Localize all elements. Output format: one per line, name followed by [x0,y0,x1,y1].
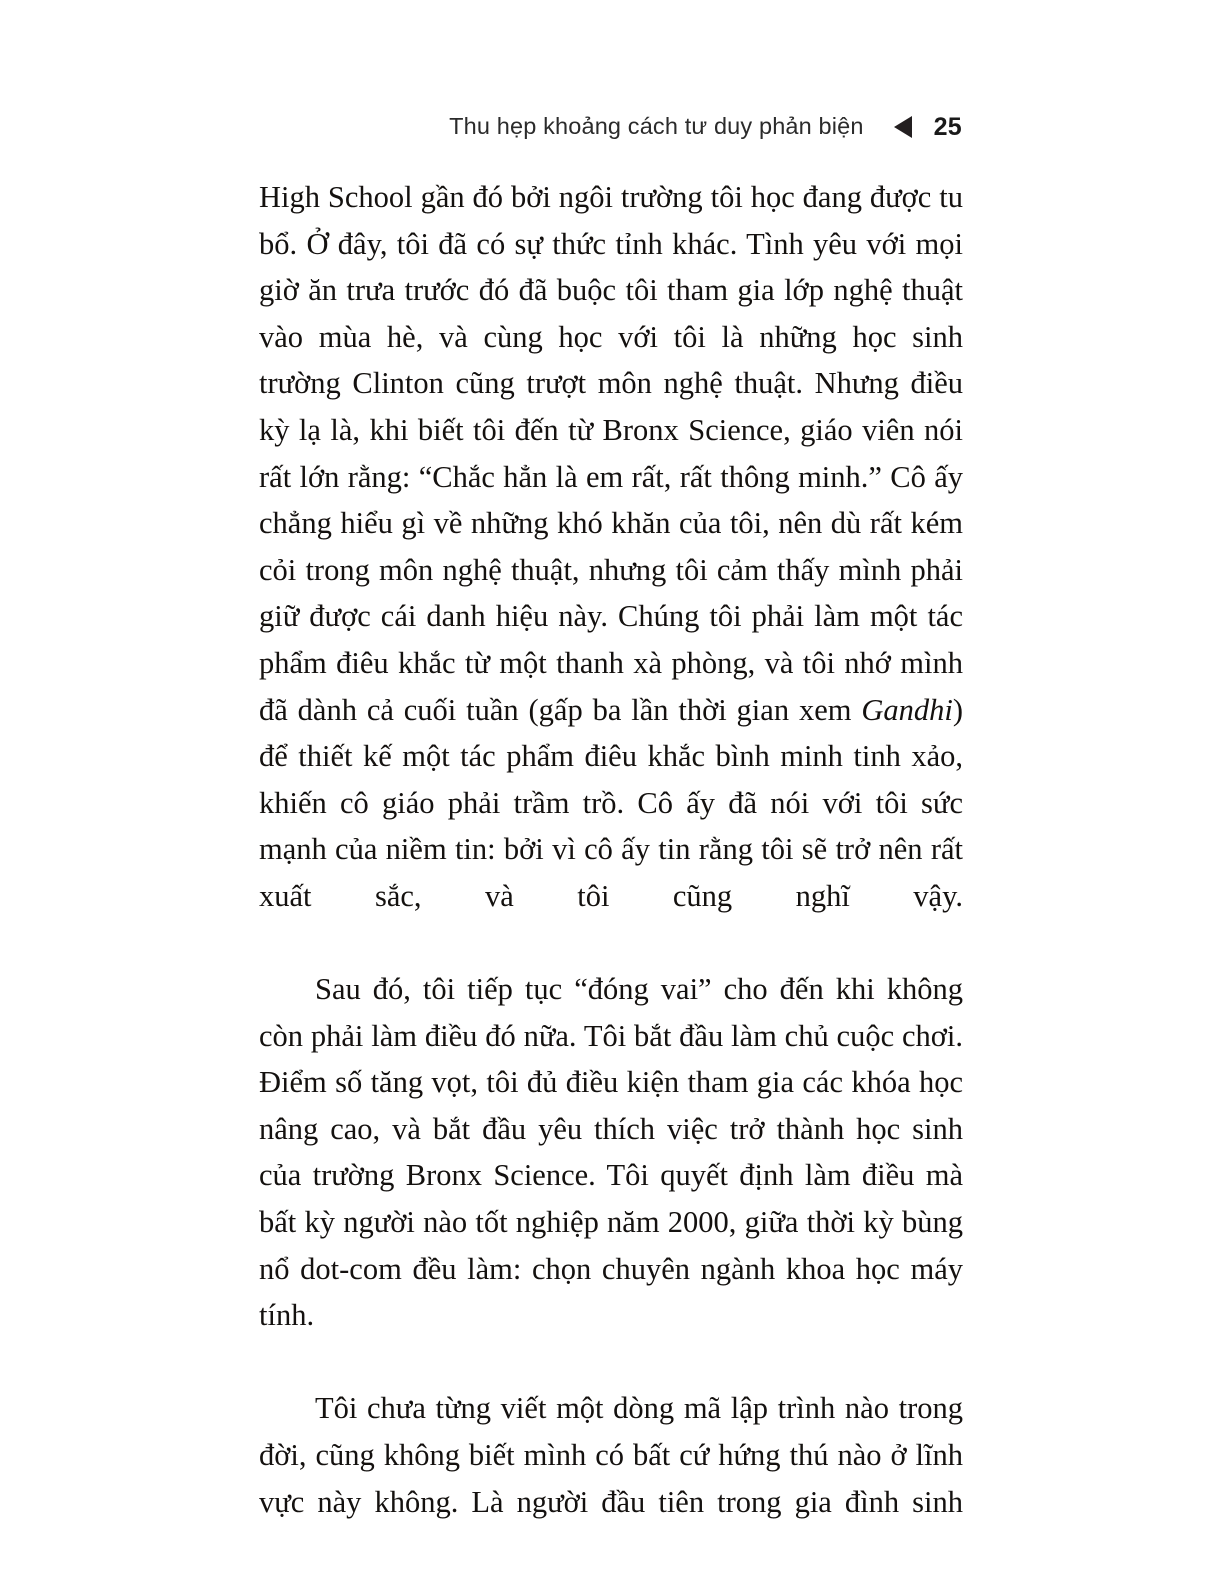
paragraph-continued [259,174,963,966]
paragraph-sau-do: Sau đó, tôi tiếp tục “đóng vai” cho đến khi không còn phải làm điều đó nữa. Tôi bắt đầu làm chủ cuộc chơi. Điểm số tăng vọt, tôi đủ điều kiện tham gia các khóa học nâng cao, và bắt đầu yêu thích việc trở thành học sinh của trường Bronx Science. Tôi quyết định làm điều mà bất kỳ người nào tốt nghiệp năm 2000, giữa thời kỳ bùng nổ dot-com đều làm: chọn chuyên ngành khoa học máy tính. [259,972,963,1333]
paragraph-toi-chua-tung: Tôi chưa từng viết một dòng mã lập trình nào trong đời, cũng không biết mình có bất cứ hứng thú nào ở lĩnh vực này không. Là người đầu tiên trong gia đình sinh [259,1391,963,1519]
running-header [259,110,962,144]
page-number: 25 [933,112,962,141]
body-text-column [259,174,963,1572]
paragraph-text-part-2: ) để thiết kế một tác phẩm điêu khắc bình minh tinh xảo, khiến cô giáo phải trầm trồ. Cô ấy đã nói với tôi sức mạnh của niềm tin: bởi vì cô ấy tin rằng tôi sẽ trở nên rất xuất sắc, và tôi cũng nghĩ vậy. [259,692,963,913]
work-title-gandhi: Gandhi [861,692,953,727]
triangle-left-icon [894,116,912,138]
running-header-title: Thu hẹp khoảng cách tư duy phản biện [449,113,864,140]
paragraph-text-part-1: High School gần đó bởi ngôi trường tôi học đang được tu bổ. Ở đây, tôi đã có sự thức tỉnh khác. Tình yêu với mọi giờ ăn trưa trước đó đã buộc tôi tham gia lớp nghệ thuật vào mùa hè, và cùng học với tôi là những học sinh trường Clinton cũng trượt môn nghệ thuật. Nhưng điều kỳ lạ là, khi biết tôi đến từ Bronx Science, giáo viên nói rất lớn rằng: “Chắc hẳn là em rất, rất thông minh.” Cô ấy chẳng hiểu gì về những khó khăn của tôi, nên dù rất kém cỏi trong môn nghệ thuật, nhưng tôi cảm thấy mình phải giữ được cái danh hiệu này. Chúng tôi phải làm một tác phẩm điêu khắc từ một thanh xà phòng, và tôi nhớ mình đã dành cả cuối tuần (gấp ba lần thời gian xem [259,180,963,727]
